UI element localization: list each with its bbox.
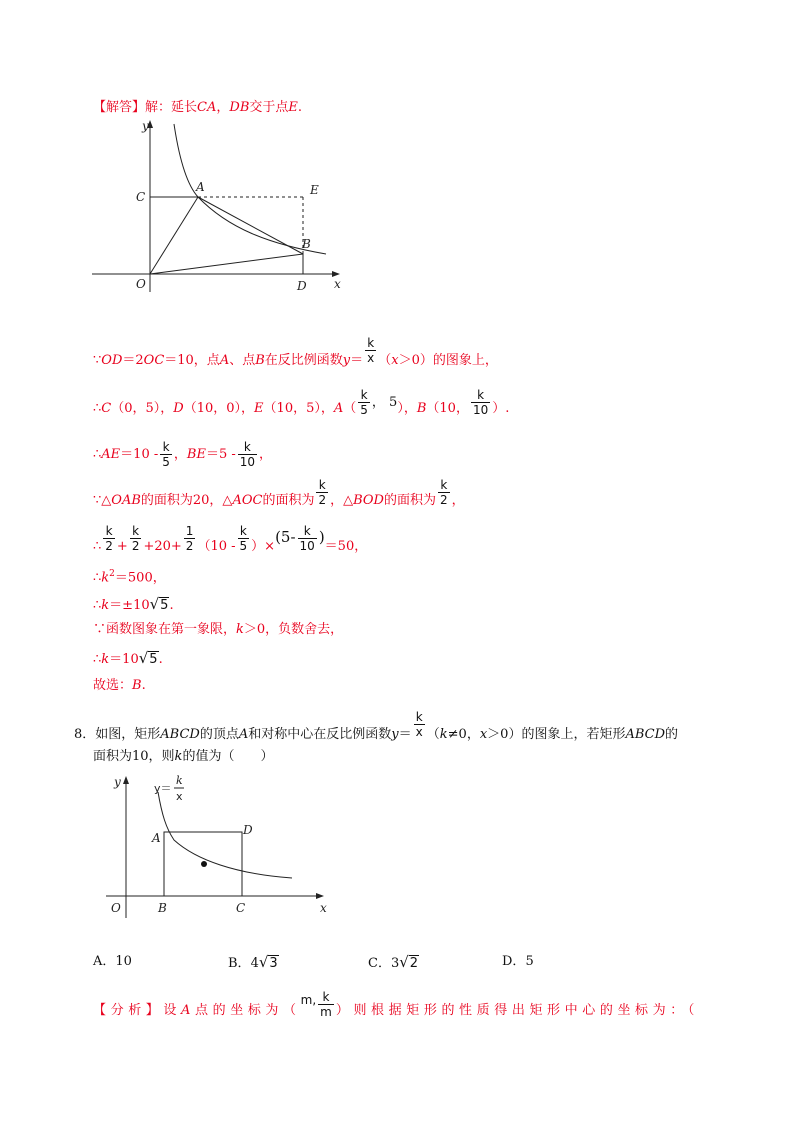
option-d[interactable]: D．5 [502,954,534,969]
sqrt-sign: √ [258,953,269,971]
fraction-k-over-x: $\frac{k}{x}$ [415,710,423,739]
fig2-label-c: C [236,901,246,915]
fig1-label-e: E [310,183,319,197]
solution-heading: 【解答】解：延长CA，DB交于点E. [93,100,303,115]
fig1-label-d: D [297,279,307,293]
fraction-k-over-2: $\frac{k}{2}$ [105,524,113,553]
figure-2-rectangle [106,770,342,922]
fraction-k-over-5: $\frac{k}{5}$ [162,440,170,469]
fig2-label-b: B [158,901,167,915]
solution-line-3: ∴AE＝10 - $\frac{k}{5}$ ，BE＝5 - $\frac{k}{10}$ ， [93,440,273,469]
fraction-k-over-2: $\frac{k}{2}$ [318,478,327,507]
analysis-line: 【分析】设A点的坐标为（m, $\frac{k}{m}$ ）则根据矩形的性质得出矩形中心的坐标为：（ [93,990,699,1019]
fig1-ob [150,254,303,274]
figure-1-hyperbola [88,116,358,296]
fig1-label-o: O [136,277,146,291]
fraction-k-over-10: $\frac{k}{10}$ [239,440,256,469]
fig1-label-y: y [142,119,149,133]
analysis-tag: 【分析】 [93,1003,164,1018]
fig1-label-c: C [136,190,146,204]
fraction-k-over-2: $\frac{k}{2}$ [131,524,140,553]
fraction-one-half: $\frac{1}{2}$ [185,524,194,553]
fig1-label-x: x [334,277,341,291]
fig2-x-arrow [316,893,324,899]
fig2-label-y: y [114,775,121,789]
solution-line-9: ∴k＝10√5. [93,649,163,667]
fig2-label-o: O [111,901,121,915]
fraction-k-over-10: $\frac{k}{10}$ [472,388,489,417]
sqrt-5: √5 [138,649,158,667]
solution-line-7: ∴k＝±10√5. [93,595,174,613]
sqrt-sign: √ [399,953,409,971]
fig2-curve [158,792,292,878]
fraction-k-over-m: $\frac{k}{m}$ [320,990,332,1019]
fraction-k-over-5: $\frac{k}{5}$ [360,388,368,417]
question-8-line-1: 8．如图，矩形ABCD的顶点A和对称中心在反比例函数y＝ $\frac{k}{x}$ （k≠0，x＞0）的图象上，若矩形ABCD的 [74,710,679,742]
fig2-y-arrow [123,776,129,784]
fig1-oa [150,197,198,274]
fig2-label-d: D [243,823,253,837]
fraction-k-over-5: $\frac{k}{5}$ [239,524,248,553]
fraction-k-over-10: $\frac{k}{10}$ [299,524,315,553]
fig1-label-a: A [196,180,205,194]
fig1-label-b: B [302,237,311,251]
solution-line-4: ∵△OAB的面积为20，△AOC的面积为 $\frac{k}{2}$ ，△BOD的面积为 $\frac{k}{2}$ ， [93,478,465,508]
solution-line-8: ∵函数图象在第一象限，k＞0，负数舍去， [93,622,344,637]
sqrt-5: √5 [149,595,169,613]
fig2-center-dot [201,861,207,867]
fraction-k-over-x: $\frac{k}{x}$ [367,336,375,365]
solution-line-2: ∴C（0，5），D（10，0），E（10，5），A（ $\frac{k}{5}$ ， 5），B（10， $\frac{k}{10}$ ）. [93,388,510,417]
question-8-line-2: 面积为10，则k的值为（ ） [93,749,274,764]
fig2-label-x: x [320,901,327,915]
solution-line-5: ∴ $\frac{k}{2}$ + $\frac{k}{2}$ +20+ $\frac{1}{2}$ （10 - $\frac{k}{5}$ ）×(5- $\frac{k}{10}$ )＝50， [93,524,368,554]
solution-line-6: $\therefore k^2=500$， [93,569,166,586]
solution-line-1: ∵OD＝2OC＝10，点A、点B在反比例函数y＝ $\frac{k}{x}$ （x＞0）的图象上， [93,336,498,368]
fig2-eq-y: y＝ [154,782,172,795]
option-b[interactable]: B．4√3 [228,953,278,971]
fig1-ab [198,197,303,254]
option-c[interactable]: C．3√2 [368,953,419,971]
fig2-label-a: A [152,831,161,845]
fig2-eq-k: k [176,774,183,787]
fig2-eq-x: x [176,790,183,803]
answer-tag: 【解答】 [93,100,146,115]
solution-line-10: 故选：B. [93,678,146,693]
fraction-k-over-2: $\frac{k}{2}$ [439,478,448,507]
option-a[interactable]: A．10 [93,954,132,969]
